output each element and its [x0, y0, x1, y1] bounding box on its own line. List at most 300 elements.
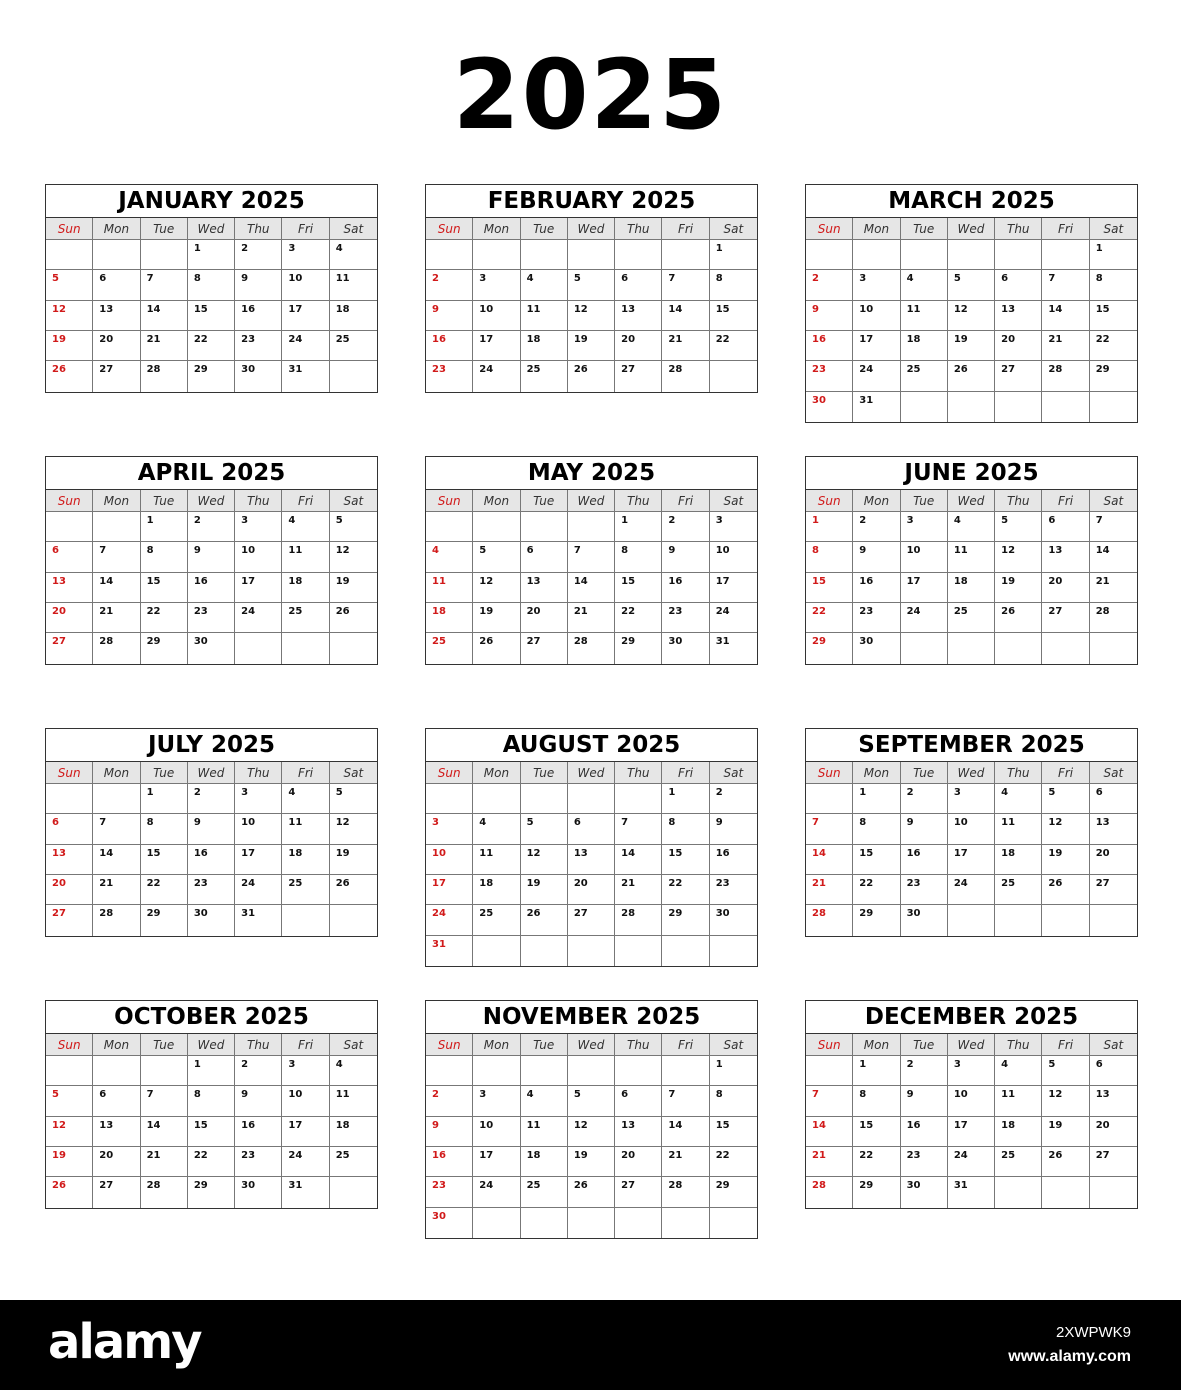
month-days-grid	[46, 1034, 377, 1208]
day-cell: 22	[853, 1147, 900, 1177]
day-cell: 2	[901, 1056, 948, 1086]
day-cell: 24	[426, 905, 473, 935]
day-cell: 19	[568, 331, 615, 361]
day-cell: 16	[901, 845, 948, 875]
day-cell: 8	[141, 542, 188, 572]
day-cell: 15	[188, 301, 235, 331]
day-cell: 19	[1042, 1117, 1089, 1147]
weekday-header: Mon	[853, 1034, 900, 1056]
weekday-header: Wed	[568, 1034, 615, 1056]
day-cell: 11	[948, 542, 995, 572]
day-cell: 20	[615, 1147, 662, 1177]
day-cell: 15	[1090, 301, 1137, 331]
day-cell: 27	[46, 905, 93, 935]
day-cell: 16	[235, 301, 282, 331]
weekday-header: Sun	[426, 218, 473, 240]
day-cell: 8	[1090, 270, 1137, 300]
day-cell: 12	[568, 301, 615, 331]
day-cell: 18	[948, 573, 995, 603]
day-cell	[426, 1056, 473, 1086]
weekday-header: Fri	[1042, 490, 1089, 512]
day-cell: 22	[710, 331, 757, 361]
day-cell: 5	[568, 1086, 615, 1116]
day-cell: 8	[188, 1086, 235, 1116]
weekday-header: Tue	[141, 1034, 188, 1056]
day-cell: 25	[282, 603, 329, 633]
day-cell: 17	[948, 1117, 995, 1147]
day-cell: 15	[710, 1117, 757, 1147]
day-cell: 18	[995, 845, 1042, 875]
day-cell	[93, 240, 140, 270]
day-cell: 9	[426, 1117, 473, 1147]
day-cell: 28	[806, 1177, 853, 1207]
day-cell: 25	[473, 905, 520, 935]
day-cell: 17	[901, 573, 948, 603]
day-cell: 20	[1090, 1117, 1137, 1147]
day-cell: 12	[568, 1117, 615, 1147]
month-days-grid	[426, 1034, 757, 1238]
weekday-header: Tue	[901, 1034, 948, 1056]
day-cell: 28	[662, 1177, 709, 1207]
day-cell	[521, 936, 568, 966]
day-cell: 2	[426, 270, 473, 300]
day-cell: 15	[662, 845, 709, 875]
day-cell	[46, 240, 93, 270]
day-cell	[615, 1208, 662, 1238]
day-cell: 4	[282, 512, 329, 542]
day-cell: 29	[806, 633, 853, 663]
day-cell	[141, 1056, 188, 1086]
day-cell: 28	[662, 361, 709, 391]
day-cell: 22	[1090, 331, 1137, 361]
day-cell: 24	[282, 331, 329, 361]
weekday-header: Wed	[188, 218, 235, 240]
day-cell: 14	[1042, 301, 1089, 331]
day-cell	[282, 633, 329, 663]
month-block	[45, 184, 378, 393]
weekday-header: Sat	[710, 490, 757, 512]
weekday-header: Mon	[853, 490, 900, 512]
day-cell: 20	[1042, 573, 1089, 603]
day-cell	[1042, 633, 1089, 663]
day-cell: 23	[901, 875, 948, 905]
day-cell	[473, 512, 520, 542]
weekday-header: Tue	[141, 218, 188, 240]
month-days-grid	[426, 762, 757, 966]
day-cell: 1	[141, 512, 188, 542]
day-cell: 4	[330, 1056, 377, 1086]
day-cell	[853, 240, 900, 270]
day-cell: 5	[995, 512, 1042, 542]
day-cell: 11	[901, 301, 948, 331]
day-cell: 24	[948, 875, 995, 905]
day-cell: 23	[188, 875, 235, 905]
day-cell: 4	[521, 270, 568, 300]
day-cell: 16	[188, 845, 235, 875]
day-cell: 30	[901, 1177, 948, 1207]
day-cell: 22	[853, 875, 900, 905]
day-cell: 15	[141, 573, 188, 603]
month-block	[45, 456, 378, 665]
weekday-header: Fri	[1042, 218, 1089, 240]
day-cell: 16	[901, 1117, 948, 1147]
day-cell	[521, 240, 568, 270]
day-cell: 10	[282, 1086, 329, 1116]
day-cell: 29	[188, 361, 235, 391]
day-cell	[995, 240, 1042, 270]
weekday-header: Thu	[995, 1034, 1042, 1056]
day-cell: 10	[948, 1086, 995, 1116]
day-cell	[1042, 392, 1089, 422]
day-cell	[662, 936, 709, 966]
month-title: SEPTEMBER 2025	[806, 729, 1137, 762]
day-cell: 20	[93, 1147, 140, 1177]
day-cell: 31	[426, 936, 473, 966]
day-cell: 17	[710, 573, 757, 603]
day-cell: 10	[853, 301, 900, 331]
day-cell: 30	[901, 905, 948, 935]
day-cell: 7	[93, 814, 140, 844]
day-cell: 6	[521, 542, 568, 572]
day-cell: 6	[995, 270, 1042, 300]
day-cell: 21	[93, 603, 140, 633]
weekday-header: Thu	[615, 1034, 662, 1056]
day-cell: 26	[521, 905, 568, 935]
day-cell: 29	[615, 633, 662, 663]
day-cell: 10	[710, 542, 757, 572]
day-cell	[662, 1208, 709, 1238]
day-cell: 12	[46, 301, 93, 331]
day-cell: 18	[330, 301, 377, 331]
day-cell: 25	[330, 331, 377, 361]
day-cell: 26	[568, 1177, 615, 1207]
day-cell	[330, 361, 377, 391]
month-days-grid	[806, 490, 1137, 664]
day-cell: 10	[235, 542, 282, 572]
day-cell: 10	[948, 814, 995, 844]
day-cell: 20	[521, 603, 568, 633]
day-cell: 8	[188, 270, 235, 300]
day-cell: 7	[93, 542, 140, 572]
day-cell: 22	[188, 1147, 235, 1177]
day-cell: 24	[235, 603, 282, 633]
day-cell: 13	[568, 845, 615, 875]
day-cell: 24	[282, 1147, 329, 1177]
month-days-grid	[426, 218, 757, 392]
day-cell: 18	[995, 1117, 1042, 1147]
footer-url: www.alamy.com	[1008, 1348, 1131, 1365]
day-cell	[948, 905, 995, 935]
month-title: OCTOBER 2025	[46, 1001, 377, 1034]
weekday-header: Tue	[141, 762, 188, 784]
day-cell	[901, 392, 948, 422]
month-days-grid	[46, 762, 377, 936]
day-cell: 10	[901, 542, 948, 572]
day-cell	[1090, 905, 1137, 935]
day-cell: 26	[995, 603, 1042, 633]
day-cell: 17	[235, 573, 282, 603]
day-cell: 29	[188, 1177, 235, 1207]
day-cell	[710, 361, 757, 391]
day-cell: 25	[330, 1147, 377, 1177]
weekday-header: Thu	[995, 490, 1042, 512]
day-cell	[521, 784, 568, 814]
month-block	[425, 456, 758, 665]
weekday-header: Thu	[235, 218, 282, 240]
weekday-header: Sat	[710, 1034, 757, 1056]
month-title: NOVEMBER 2025	[426, 1001, 757, 1034]
day-cell: 26	[330, 603, 377, 633]
day-cell	[426, 784, 473, 814]
month-block	[805, 456, 1138, 665]
day-cell: 10	[473, 1117, 520, 1147]
day-cell: 31	[235, 905, 282, 935]
day-cell: 13	[1090, 1086, 1137, 1116]
day-cell: 6	[1042, 512, 1089, 542]
day-cell: 14	[93, 573, 140, 603]
weekday-header: Sun	[426, 490, 473, 512]
weekday-header: Fri	[1042, 1034, 1089, 1056]
day-cell: 4	[948, 512, 995, 542]
day-cell: 12	[948, 301, 995, 331]
day-cell: 2	[710, 784, 757, 814]
day-cell: 3	[948, 1056, 995, 1086]
day-cell: 11	[521, 1117, 568, 1147]
day-cell: 13	[93, 301, 140, 331]
month-days-grid	[46, 218, 377, 392]
day-cell	[330, 1177, 377, 1207]
day-cell: 19	[948, 331, 995, 361]
day-cell: 1	[710, 240, 757, 270]
weekday-header: Thu	[995, 218, 1042, 240]
day-cell: 14	[1090, 542, 1137, 572]
day-cell: 28	[93, 633, 140, 663]
day-cell: 2	[806, 270, 853, 300]
weekday-header: Mon	[473, 218, 520, 240]
day-cell: 23	[235, 331, 282, 361]
day-cell: 14	[141, 301, 188, 331]
day-cell: 7	[615, 814, 662, 844]
day-cell: 21	[568, 603, 615, 633]
day-cell: 12	[330, 814, 377, 844]
weekday-header: Mon	[93, 490, 140, 512]
weekday-header: Sun	[46, 1034, 93, 1056]
day-cell: 13	[615, 301, 662, 331]
day-cell: 24	[710, 603, 757, 633]
day-cell: 19	[473, 603, 520, 633]
day-cell: 26	[1042, 1147, 1089, 1177]
weekday-header: Fri	[662, 1034, 709, 1056]
day-cell: 1	[615, 512, 662, 542]
day-cell: 9	[235, 270, 282, 300]
day-cell: 19	[521, 875, 568, 905]
day-cell: 15	[853, 845, 900, 875]
day-cell	[806, 240, 853, 270]
day-cell: 9	[806, 301, 853, 331]
day-cell: 23	[426, 1177, 473, 1207]
weekday-header: Sat	[1090, 218, 1137, 240]
day-cell	[1090, 633, 1137, 663]
month-title: MAY 2025	[426, 457, 757, 490]
weekday-header: Fri	[662, 762, 709, 784]
day-cell	[141, 240, 188, 270]
day-cell: 19	[46, 331, 93, 361]
day-cell	[710, 936, 757, 966]
day-cell: 29	[662, 905, 709, 935]
day-cell: 11	[330, 1086, 377, 1116]
day-cell: 2	[235, 240, 282, 270]
weekday-header: Mon	[853, 762, 900, 784]
day-cell: 20	[93, 331, 140, 361]
day-cell: 15	[141, 845, 188, 875]
day-cell: 12	[521, 845, 568, 875]
day-cell: 25	[995, 875, 1042, 905]
day-cell: 21	[615, 875, 662, 905]
day-cell: 7	[1042, 270, 1089, 300]
day-cell: 12	[46, 1117, 93, 1147]
day-cell: 26	[948, 361, 995, 391]
day-cell: 1	[141, 784, 188, 814]
day-cell: 27	[46, 633, 93, 663]
day-cell	[615, 240, 662, 270]
weekday-header: Mon	[473, 762, 520, 784]
day-cell: 21	[806, 875, 853, 905]
day-cell: 5	[521, 814, 568, 844]
day-cell: 6	[93, 270, 140, 300]
day-cell: 26	[568, 361, 615, 391]
day-cell: 17	[473, 331, 520, 361]
day-cell: 3	[901, 512, 948, 542]
day-cell: 26	[473, 633, 520, 663]
day-cell	[1090, 1177, 1137, 1207]
day-cell: 6	[1090, 1056, 1137, 1086]
day-cell: 13	[93, 1117, 140, 1147]
day-cell: 5	[330, 784, 377, 814]
weekday-header: Wed	[948, 490, 995, 512]
day-cell: 20	[995, 331, 1042, 361]
day-cell: 22	[141, 603, 188, 633]
day-cell: 30	[235, 1177, 282, 1207]
month-title: AUGUST 2025	[426, 729, 757, 762]
day-cell: 13	[995, 301, 1042, 331]
day-cell: 16	[710, 845, 757, 875]
day-cell	[473, 1056, 520, 1086]
weekday-header: Sat	[330, 1034, 377, 1056]
day-cell	[46, 512, 93, 542]
day-cell: 3	[282, 1056, 329, 1086]
day-cell: 11	[426, 573, 473, 603]
day-cell: 2	[662, 512, 709, 542]
day-cell: 17	[853, 331, 900, 361]
day-cell: 24	[948, 1147, 995, 1177]
day-cell	[710, 1208, 757, 1238]
weekday-header: Sun	[46, 218, 93, 240]
day-cell: 7	[568, 542, 615, 572]
day-cell	[995, 905, 1042, 935]
weekday-header: Mon	[93, 1034, 140, 1056]
weekday-header: Mon	[473, 1034, 520, 1056]
day-cell	[93, 512, 140, 542]
month-days-grid	[426, 490, 757, 664]
day-cell: 19	[46, 1147, 93, 1177]
day-cell: 25	[901, 361, 948, 391]
day-cell: 13	[46, 573, 93, 603]
day-cell: 30	[710, 905, 757, 935]
day-cell: 3	[948, 784, 995, 814]
day-cell: 1	[662, 784, 709, 814]
day-cell: 21	[1042, 331, 1089, 361]
month-days-grid	[806, 1034, 1137, 1208]
day-cell: 31	[853, 392, 900, 422]
weekday-header: Tue	[901, 490, 948, 512]
weekday-header: Fri	[282, 1034, 329, 1056]
day-cell	[901, 633, 948, 663]
day-cell: 6	[93, 1086, 140, 1116]
day-cell: 23	[710, 875, 757, 905]
day-cell: 26	[330, 875, 377, 905]
day-cell	[995, 392, 1042, 422]
day-cell: 29	[853, 905, 900, 935]
day-cell: 23	[426, 361, 473, 391]
day-cell: 10	[473, 301, 520, 331]
weekday-header: Wed	[188, 490, 235, 512]
day-cell: 22	[141, 875, 188, 905]
day-cell: 19	[995, 573, 1042, 603]
day-cell: 15	[615, 573, 662, 603]
day-cell: 9	[710, 814, 757, 844]
weekday-header: Wed	[568, 218, 615, 240]
day-cell: 28	[1090, 603, 1137, 633]
day-cell	[46, 784, 93, 814]
day-cell: 20	[46, 603, 93, 633]
weekday-header: Thu	[235, 762, 282, 784]
day-cell: 17	[235, 845, 282, 875]
day-cell: 11	[282, 542, 329, 572]
day-cell: 9	[662, 542, 709, 572]
day-cell: 26	[46, 1177, 93, 1207]
weekday-header: Thu	[615, 762, 662, 784]
weekday-header: Tue	[901, 218, 948, 240]
day-cell: 8	[141, 814, 188, 844]
day-cell: 27	[568, 905, 615, 935]
day-cell: 14	[806, 845, 853, 875]
day-cell: 6	[568, 814, 615, 844]
day-cell: 3	[473, 1086, 520, 1116]
day-cell	[426, 240, 473, 270]
month-block	[805, 728, 1138, 937]
day-cell: 24	[853, 361, 900, 391]
day-cell: 5	[473, 542, 520, 572]
day-cell: 11	[473, 845, 520, 875]
day-cell	[568, 784, 615, 814]
day-cell: 17	[948, 845, 995, 875]
day-cell: 28	[141, 361, 188, 391]
day-cell: 5	[330, 512, 377, 542]
weekday-header: Tue	[521, 218, 568, 240]
day-cell: 29	[1090, 361, 1137, 391]
day-cell: 18	[473, 875, 520, 905]
day-cell	[568, 240, 615, 270]
weekday-header: Wed	[568, 490, 615, 512]
day-cell: 23	[901, 1147, 948, 1177]
day-cell: 29	[710, 1177, 757, 1207]
day-cell: 25	[948, 603, 995, 633]
day-cell: 20	[46, 875, 93, 905]
day-cell	[1090, 392, 1137, 422]
day-cell: 23	[806, 361, 853, 391]
weekday-header: Fri	[282, 490, 329, 512]
day-cell: 4	[426, 542, 473, 572]
